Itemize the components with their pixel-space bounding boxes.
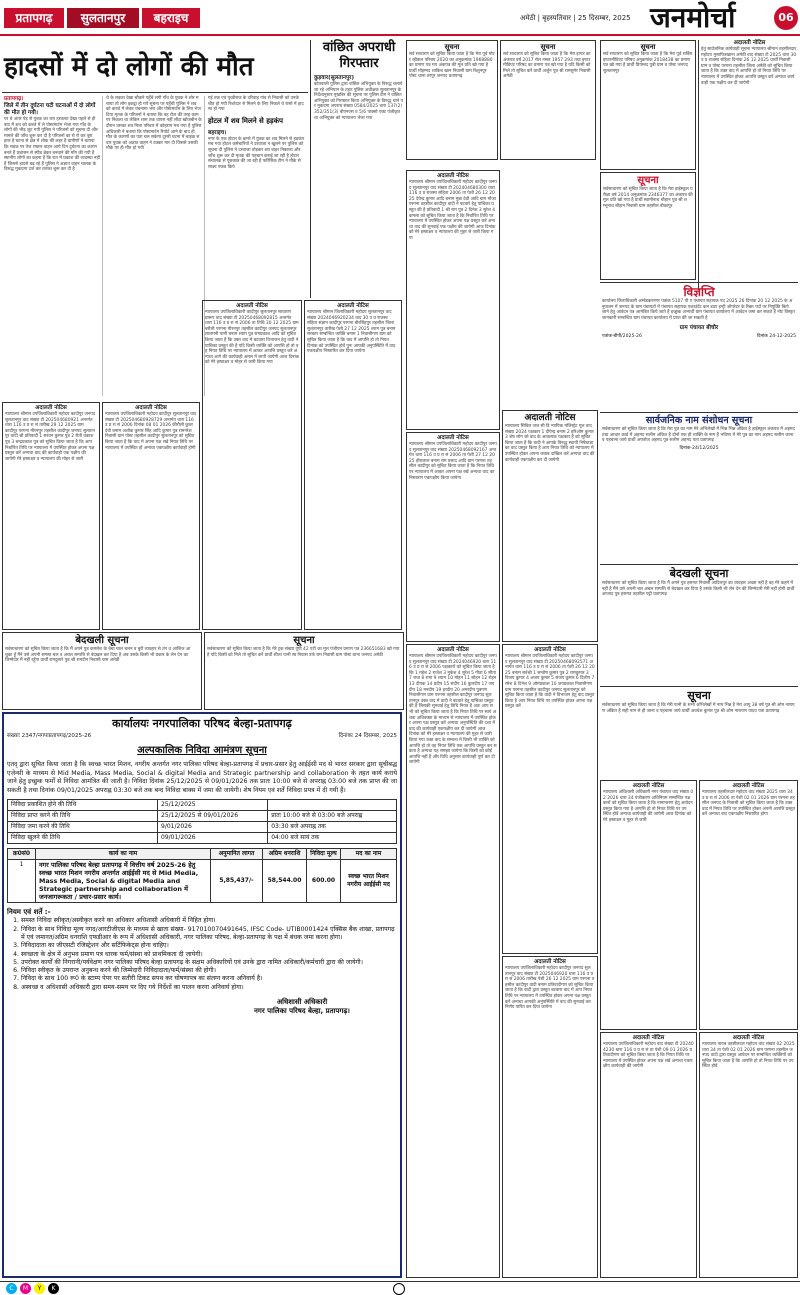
schedule-label: निविदा प्राप्त करने की तिथि <box>8 811 158 822</box>
lead-sub-body: नगर के एक होटल के कमरे में युवक का शव मिलने से हड़कंप मच गया होटल कर्मचारियों ने दरवाजा न खुलने पर पुलिस को सूचना दी पुलिस ने दरवाजा तोड़कर शव बाहर निकाला और जाँच शुरू कर दी मृतक की पहचान कराई जा रही है होटल संचालक से पूछताछ की जा रही है फॉरेंसिक टीम ने मौके से साक्ष्य एकत्र किये <box>208 136 305 170</box>
tender-term: 7. निविदा के साथ 100 रू0 के स्टाम्प पेपर पर सतीरी टिकट सपथ कर घोषणापत्र का संलग्न करना अनिवार्य है। <box>21 975 397 983</box>
schedule-row <box>8 833 397 844</box>
tender-title: अल्पकालिक निविदा आमंत्रण सूचना <box>137 745 267 756</box>
lead-intro: जिले में तीन दुर्घटना घटी घटनाओं में दो लोगों की मौत हो गयी। <box>4 103 96 116</box>
notice-suchna-b <box>500 40 596 160</box>
schedule-extra: प्रातः 10:00 बजे से 03:00 बजे अपराह्न <box>268 811 397 822</box>
schedule-label: निविदा प्रकाशित होने की तिथि <box>8 800 158 811</box>
patrank-row <box>602 334 796 340</box>
tender-term: 2. निविदा के साथ निविदा मूल्य नगद/आरटीजीएस के माध्यम से खाता संख्या- 917010070491645, IFSC Code- UTIB0001424 एक्सिस बैंक शाखा, प्रतापगढ़ में एवं जमानत/अग्रिम धनराशि एफडीआर के रूप में अधिशासी अधिकारी, नगर पालिका परिषद, बेल्हा-प्रतापगढ़ के पक्ष में बंधक जमा करना होगा। <box>21 926 397 943</box>
legal-notice-2: अदालती नोटिस न्यायालय उपजिलाधिकारी महोदय कादीपुर सुलतानपुर वाद संख्या टी 202504680928729 अन्तर्गत धारा 116 उ प्र रा सं 2006 दिनांक 08 01 2026 कीरौली कुवर देवी बनाम अशोक कुमार सिंह आदि कुमार पुत्र रामनरेश निवासी ग्राम पोस्ट तहसील कादीपुर सुलतानपुर को सूचित किया जाता है कि वाद में अपना पक्ष रखें नियत तिथि पर न्यायालय में उपस्थित हों अन्यथा एकपक्षीय कार्यवाही होगी <box>102 402 200 630</box>
tender-sankhya: 2347 <box>21 733 36 739</box>
table-row <box>8 860 397 903</box>
tab-sultanpur[interactable]: सुलतानपुर <box>67 8 139 28</box>
wanted-dateline: कुड़वार(सुलतानपुर) <box>314 75 355 81</box>
schedule-label: निविदा खुलने की तिथि <box>8 833 158 844</box>
schedule-value: 09/01/2026 <box>158 833 268 844</box>
tender-schedule-table <box>7 799 397 844</box>
legal-notice-8-title: अदालती नोटिस <box>534 647 566 653</box>
schedule-extra <box>268 800 397 811</box>
bedakhali-notice-a <box>2 632 202 710</box>
wanted-body: कोतवाली पुलिस द्वारा वांछित अभियुक्त के विरुद्ध चलाये जा रहे अभियान के तहत पुलिस अधीक्षक सुलतानपुर के निर्देशानुसार मुखबिर की सूचना पर पुलिस टीम ने वांछित अभियुक्त को गिरफ्तार किया अभियुक्त के विरुद्ध थाने पर मुकदमा अपराध संख्या 0584/2025 धारा 137(2) 352/351(3) बीएनएस व 5/6 पाक्सो एक्ट पंजीकृत था अभियुक्त को न्यायालय भेजा गया <box>314 82 403 121</box>
wanted-headline: वांछित अपराधी गिरफ्तार <box>322 40 396 71</box>
tender-term: 6. निविदा स्वीकृत के उपरान्त अनुबन्ध करने की जिम्मेदारी निविदादाता/फर्म/संस्था की होगी। <box>21 967 397 975</box>
lead-body-col1: पर थे अंतर पेड़ से युवक का जय हरवलत देखा पहले से ही बाद में शव को कब्जे में ले पोस्टमार्टम भेजा गया गाँव के लोगों की भीड़ जुट गयी पुलिस ने परिजनों को सूचना दी और मामले की जाँच शुरू कर दी है परिजनों का रो रो कर बुरा हाल है घटना से क्षेत्र में शोक की लहर है ग्रामीणों ने बताया कि सड़क पर तेज रफ्तार वाहन आये दिन दुर्घटना का कारण बनते हैं प्रशासन से स्पीड ब्रेकर बनवाने की माँग की गयी है स्थानीय लोगों का कहना है कि रात में प्रकाश की व्यवस्था नहीं है जिससे हादसे बढ़ रहे हैं पुलिस ने अज्ञात वाहन चालक के विरुद्ध मुकदमा दर्ज कर तलाश शुरू कर दी है <box>4 117 100 173</box>
row-fee: 600.00 <box>307 860 341 903</box>
bedakhali-a-body: सर्वसाधारण को सूचित किया जाता है कि मैं अपने पुत्र कमलेश के बेचा चाल चलन व बुरी व्यवहार से तंग व आजिज आ चुका हूँ मैंने उसे अपनी समस्त चल व अचल सम्पत्ति से बेदखल कर दिया है अब उसके किसी भी प्रकार के लेन देन का जिम्मेदार मैं नहीं रहूँगा प्रार्थी रामदुलारे पुत्र श्री रामदीन निवासी ग्राम अमेठी <box>5 647 191 664</box>
suchna-a-body: सर्व साधारण को सूचित किया जाता है कि मेरा पूर्व मोटर व्हीकल परिचय 2020 का अनुक्रमांक 1968880 का प्रमाण पत्र मय अंकपत्र की मूल प्रति खो गया है प्रार्थी मोहम्मद शाकिब खान निवासी ग्राम बिशुनपुर पोस्ट थाना तरपुर जनपद प्रतापगढ़ <box>409 52 495 80</box>
right-legal-grid <box>600 780 798 1278</box>
masthead-logo: जनमोर्चा <box>650 1 736 34</box>
tender-term: 4. स्वच्छता के क्षेत्र में अनुभव प्रमाण पत्र धारक फर्म/संस्था को प्राथमिकता दी जायेगी। <box>21 951 397 959</box>
name-change-date: दिनांक-24/12/2025 <box>679 445 719 451</box>
tender-terms-list <box>7 917 397 992</box>
gram-panchayat: ग्राम पंचायत बीचौर <box>679 325 719 332</box>
legal-notice-5: अदालती नोटिस न्यायालय श्रीमान उपजिलाधिकारी महोदय कादीपुर जनपद सुलतानपुर वाद संख्या टी 202404680300 धारा 116 उ प्र राजस्व संहिता 2006 ता पेशी 26 12 2025 देवेन्द्र कुमार आदि बनाम मुन्ना देवी आदि ग्राम मौजा परगना तहसील कादीपुर वादी ने बटवारे हेतु याचिका प्रस्तुत की है प्रतिवादी 1 श्री राम पुत्र 2 दिनेश 3 सुरेश 4 कमला को सूचित किया जाता है कि निर्धारित तिथि पर न्यायालय में उपस्थित होकर अपना पक्ष प्रस्तुत करें अन्यथा वाद की सुनवाई एक पक्षीय की जायेगी आज दिनांक को मेरे हस्ताक्षर व न्यायालय की मुहर से जारी किया गया <box>406 170 500 430</box>
legal-notice-2-title: अदालती नोटिस <box>135 405 167 411</box>
schedule-extra: 04:00 बजे सायं तक <box>268 833 397 844</box>
bedakhali-notice-b: बेदखली सूचना सर्वसाधारण को सूचित किया जाता है कि मैं अपने पुत्र हसमत निवासी आदिलपुर का व्यवहार अच्छा नहीं है वह मेरे कहने में नहीं है मैंने उसे अपनी चल अचल सम्पत्ति से बेदखल कर दिया है उसके किसी भी लेन देन की जिम्मेदारी मेरी नहीं होगी प्रार्थी आजाद पुत्र हसमत तहसील पट्टी प्रतापगढ़ <box>600 564 798 684</box>
tender-date-rest: दिसम्बर, 2025 <box>363 733 397 739</box>
legal-notice-4-title: अदालती नोटिस <box>337 303 369 309</box>
legal-notice-6: अदालती नोटिस न्यायालय श्रीमान उपजिलाधिकारी महोदय कादीपुर जनपद सुलतानपुर वाद संख्या 20250468092167 अन्तर्गत धारा 116 उ प्र रा सं 2006 ता पेशी 27 12 2025 हीरालाल बनाम राम प्रसाद आदि ग्राम परगना तहसील कादीपुर को सूचित किया जाता है कि नियत तिथि पर न्यायालय में आकर अपना पक्ष रखें अन्यथा वाद का निस्तारण एकपक्षीय किया जायेगा <box>406 432 500 642</box>
notice-suchna-c <box>600 40 696 170</box>
legal-notice-1: अदालती नोटिस न्यायालय श्रीमान उपजिलाधिकारी महोदय कादीपुर जनपद सुलतानपुर वाद संख्या टी 202504680921 अन्तर्गत धारा 116 उ प्र रा सं तारीख 29 12 2025 ग्राम कादीपुर परगना मीरनपुर तहसील कादीपुर जनपद सुलतानपुर वादी श्री प्रतिवादी 1 सरवन कुमार पुत्र 2 रीती प्रकाश पुत्र 3 चन्द्रप्रकाश पुत्र को सूचित किया जाता है कि आप निर्धारित तिथि पर न्यायालय में उपस्थित होकर अपना पक्ष प्रस्तुत करें अन्यथा वाद की कार्यवाही एक पक्षीय की जायेगी मेरे हस्ताक्षर व न्यायालय की मोहर से जारी <box>2 402 100 630</box>
tender-notice <box>2 712 402 1278</box>
legal-notice-12-title: अदालती नोटिस <box>632 1035 665 1041</box>
right-suchna-b-title: सूचना <box>687 689 711 702</box>
vigyapti-notice: विज्ञप्ति कार्यालय जिलाधिकारी अम्बेडकरनगर पत्रांक 5107 पी ए पंचायत सहायक पद 2025 26 दिनांक 20 12 2025 के अनुपालन में जनपद के ग्राम पंचायतों में पंचायत सहायक एकाउंटेंट कम डाटा इन्ट्री ऑपरेटर के रिक्त पदों पर नियुक्ति किये जाने हेतु आवेदन पत्र आमंत्रित किये जाते हैं इच्छुक अभ्यर्थी ग्राम पंचायत कार्यालय में आवेदन जमा कर सकते हैं नोट विस्तृत जानकारी सम्बन्धित ग्राम पंचायत कार्यालय में प्राप्त की जा सकती है ग्राम पंचायत बीचौर पत्रांक-बीपी/2025-26 दिनांक 24-12-2025 <box>600 282 798 410</box>
lead-body-col2: थे के लड़का देखा चौकने पहुँचे लगी गाँव के युवक ने शोर मचाया तो लोग इकट्ठा हो गये सूचना पर पहुँची पुलिस ने शव को कब्जे में लेकर पंचनामा भरा और पोस्टमार्टम के लिए भेज दिया मृतक के परिजनों ने बताया कि वह रोज की तरह काम पर निकला था लेकिन शाम तक वापस नहीं लौटा खोजबीन के दौरान उसका शव मिला परिवार में कोहराम मच गया है पुलिस अधिकारी ने बताया कि पोस्टमार्टम रिपोर्ट आने के बाद ही मौत के कारणों का पता चल सकेगा दूसरी घटना में बाइक सवार युवक को अज्ञात वाहन ने टक्कर मार दी जिससे उसकी मौके पर ही मौत हो गयी <box>106 96 202 152</box>
lead-subhead: होटल में शव मिलने से हड़कंप <box>208 116 284 125</box>
legal-notice-3-title: अदालती नोटिस <box>236 303 268 309</box>
schedule-row <box>8 822 397 833</box>
tender-sankhya-suffix: /नगपाप्रतापगढ़/2025-26 <box>35 733 92 739</box>
row-head: स्वच्छ भारत मिशन नगरीय आईईसी मद <box>341 860 397 903</box>
wanted-story <box>310 40 404 298</box>
legal-strip-body: हेतु सार्वजनिक कार्यवाही सूचना न्यायालय श्रीमान तहसीलदार महोदय मुसाफिरखाना अमेठी वाद संख्या टी 2025 धारा 30 उ प्र राजस्व संहिता दिनांक 26 12 2025 प्रार्थी निवासी ग्राम व पोस्ट परगना तहसील जिला अमेठी को सूचित किया जाता है कि उक्त वाद में आपत्ति हो तो नियत तिथि पर न्यायालय में उपस्थित होकर आपत्ति प्रस्तुत करें अन्यथा कार्यवाही एक पक्षीय कर दी जायेगी <box>701 47 797 86</box>
row-cost: 5,85,437/- <box>211 860 263 903</box>
tender-terms-heading: नियम एवं शर्ते :- <box>7 908 51 917</box>
legal-notices-left <box>2 303 402 630</box>
tender-office: कार्यालयः नगरपालिका परिषद बेल्हा-प्रतापगढ़ <box>112 717 292 730</box>
notice-suchna-d <box>204 632 404 710</box>
schedule-extra: 03:30 बजे अपराह्न तक <box>268 822 397 833</box>
schedule-value: 9/01/2026 <box>158 822 268 833</box>
cmyk-y-icon: Y <box>34 1283 45 1294</box>
name-change-notice: सार्वजनिक नाम संशोधन सूचना सर्वसाधारण को सूचित किया जाता है कि मेरा पुत्र का नाम मेरे अभिलेखों में भिन्न भिन्न अंकित है हाईस्कूल अंकपत्र में अहमद तथा आधार कार्ड में अहमद सलीम अंकित है दोनों एक ही व्यक्ति के नाम हैं भविष्य में मेरे पुत्र का नाम अहमद सलीम जाना व पहचाना जाये प्रार्थी अफरोज अहमद पुत्र सलीम अहमद पता प्रतापगढ़ दिनांक-24/12/2025 <box>600 412 798 562</box>
col-head: मद का नाम <box>341 849 397 860</box>
court-notice: अदालती नोटिस न्यायालय सिविल जज सी डि न्यायिक मजिस्ट्रेट मूल वाद संख्या 2024 पक्षकार 1 दीपेन्द्र बनाम 2 हरिओम कुमार 3 शेष लोग जो वाद के आवश्यक पक्षकार हैं को सूचित किया जाता है कि वादी ने आपके विरुद्ध स्थायी निषेधाज्ञा का वाद प्रस्तुत किया है आप नियत तिथि को न्यायालय में उपस्थित होकर अपना जवाब दाखिल करें अन्यथा वाद की कार्यवाही एकपक्षीय कर दी जायेगी <box>502 410 598 642</box>
legal-notice-strip <box>698 40 798 290</box>
schedule-value: 25/12/2025 से 09/01/2026 <box>158 811 268 822</box>
tab-pratapgarh[interactable]: प्रतापगढ़ <box>4 8 64 28</box>
col-work: कार्य का नाम <box>36 849 211 860</box>
lead-headline: हादसों में दो लोगों की मौत <box>4 52 254 82</box>
tender-date-day: 24 <box>354 733 362 739</box>
legal-notice-8: अदालती नोटिस न्यायालय श्रीमान उपजिलाधिकारी महोदय कादीपुर जनपद सुलतानपुर वाद संख्या टी 20250468092571 अन्तर्गत धारा 116 उ प्र रा सं 2006 ता पेशी 26 12 2025 बनाम सर्वश्री 1 सन्तोष कुमार पुत्र 2 रामकुमार 3 विजय कुमार 4 अजय कुमार 5 संजय कुमार 6 दिलीप 7 रमेश 8 दिनेश 9 ओमप्रकाश 10 जयप्रकाश निवासीगण ग्राम परगना तहसील कादीपुर जनपद सुलतानपुर को सूचित किया जाता है कि वादी ने विभाजन हेतु वाद प्रस्तुत किया है आप नियत तिथि पर उपस्थित होकर अपना पक्ष प्रस्तुत करें <box>502 644 598 954</box>
tender-date-label: दिनांकः <box>338 733 354 739</box>
col-cost: अनुमानित लागत <box>211 849 263 860</box>
tender-body: एतद् द्वारा सूचित किया जाता है कि स्वच्छ भारत मिशन, नगरीय अन्तर्गत नगर पालिका परिषद बेल्हा-प्रतापगढ़ में प्रचार-प्रसार हेतु आईईसी मद से भारत सरकार द्वारा सूचीबद्ध एजेन्सी के माध्यम से Mid Media, Mass Media, Social & digital Media and Strategic partnership and collaboration के तहत कार्य कराये जाने हेतु इच्छुक फर्मों से निविदा आमंत्रित की जाती है। निविदा दिनांक 25/12/2025 से 09/01/2026 तक प्रातः 10:00 बजे से अपराह्न 03:00 बजे तक प्राप्त की जा सकती है तथा दिनांक 09/01/2025 अपराह्न 03:30 बजे तक बन्द निविदा बाक्स में जमा की जायेगी। शेष नियम एवं शर्तें निविदा प्रपत्र में दी गयी हैं। <box>7 761 397 794</box>
legal-notice-1-title: अदालती नोटिस <box>35 405 67 411</box>
legal-notice-9-title: अदालती नोटिस <box>534 959 566 965</box>
schedule-row <box>8 811 397 822</box>
legal-notice-11: अदालती नोटिस न्यायालय तहसीलदार महोदय वाद संख्या 2025 धारा 34 उ प्र रा सं 2006 ता पेशी 02 01 2026 ग्राम परगना तहसील जनपद के निवासी को सूचित किया जाता है कि उक्त वाद में नियत तिथि पर उपस्थित होकर अपनी आपत्ति प्रस्तुत करें अन्यथा वाद एकपक्षीय निस्तारित होगा <box>699 780 798 1030</box>
patrank-date: दिनांक 24-12-2025 <box>756 334 796 340</box>
name-change-title: सार्वजनिक नाम संशोधन सूचना <box>645 415 753 426</box>
schedule-label: निविदा जमा करने की तिथि <box>8 822 158 833</box>
suchna-c-body: सर्व साधारण को सूचित किया जाता है कि मेरा पूर्व सर्विस इण्टरमीडिएट परिषद अनुक्रमांक 2018438 का प्रमाण पत्र खो गया है प्रार्थी प्रियम्बद पुत्री ग्राम व पोस्ट जनपद सुलतानपुर <box>603 52 693 74</box>
legal-notice-7-title: अदालती नोटिस <box>437 647 469 653</box>
notice-suchna-a <box>406 40 498 160</box>
suchna-d-title: सूचना <box>293 635 315 646</box>
right-suchna-b: सूचना सर्वसाधारण को सूचित किया जाता है कि मेरी पत्नी के सभी अभिलेखों में नाम भिन्न है मेरा आयु 38 वर्ष पुत्र श्री ओम नारायण अंकित है सही नाम से ही जाना व पहचाना जाये प्रार्थी अवधेश कुमार पुत्र श्री ओम नारायण यादव पता प्रतापगढ़ <box>600 686 798 778</box>
legal-notice-13-title: अदालती नोटिस <box>732 1035 765 1041</box>
legal-label-a: अदालती नोटिस <box>733 40 766 46</box>
schedule-value: 25/12/2025 <box>158 800 268 811</box>
middle-legal-column <box>406 170 598 1278</box>
legal-notice-7: अदालती नोटिस न्यायालय श्रीमान उपजिलाधिकारी महोदय कादीपुर जनपद सुलतानपुर वाद संख्या टी 2024046920 धारा 116 उ प्र रा सं 2006 पक्षकारों को सूचित किया जाता है कि 1 महेश 2 राजेश 3 मुकेश 4 सुरेश 5 गीता 6 सीता 7 राधा 8 रामा 9 श्याम 10 मोहन 11 सोहन 12 रोहन 13 दीपक 14 प्रदीप 15 संदीप 16 कुलदीप 17 जयदीप 18 मनदीप 19 हरदीप 20 अमरदीप पुत्रगण निवासीगण ग्राम परगना तहसील कादीपुर जनपद सुलतानपुर उक्त वाद में वादी ने बटवारे हेतु याचिका प्रस्तुत की है जिसकी सुनवाई हेतु तिथि नियत है अतः आप सभी को सूचित किया जाता है कि नियत तिथि पर स्वयं अथवा अधिवक्ता के माध्यम से न्यायालय में उपस्थित होकर अपना पक्ष प्रस्तुत करें अन्यथा अनुपस्थिति की दशा में वाद की कार्यवाही एकपक्षीय कर दी जायेगी आज दिनांक को मेरे हस्ताक्षर व न्यायालय की मुहर से जारी किया गया उक्त वाद के सम्बन्ध में किसी भी व्यक्ति को आपत्ति हो तो वह नियत तिथि तक आपत्ति प्रस्तुत कर सकता है अन्यथा यह समझा जायेगा कि किसी को कोई आपत्ति नहीं है और विधि अनुसार कार्यवाही पूर्ण कर दी जायेगी <box>406 644 500 1278</box>
court-notice-title: अदालती नोटिस <box>524 413 576 423</box>
right-suchna-title: सूचना <box>637 175 659 186</box>
tender-sankhya-label: संख्याः <box>7 733 20 739</box>
suchna-b-body: सर्व साधारण को सूचित किया जाता है कि मेरा इण्टर का अंकपत्र वर्ष 2017 रोल नम्बर 1957 293 तथा इण्टरमीडिएट परिषद का प्रमाण पत्र खो गया है यदि किसी को मिले तो सूचित करें प्रार्थी अर्जुन पुत्र श्री रामसुमेर निवासी अमेठी <box>503 52 591 80</box>
bedakhali-b-title: बेदखली सूचना <box>669 567 729 580</box>
legal-notice-6-title: अदालती नोटिस <box>437 435 469 441</box>
legal-notice-10: अदालती नोटिस न्यायालय अधिशासी अधिकारी नगर पंचायत वाद संख्या 02 2026 धारा 34 पंजीकरण अधिनियम सम्बन्धित पक्षकारों को सूचित किया जाता है कि नामान्तरण हेतु आवेदन प्रस्तुत किया गया है आपत्ति हो तो नियत तिथि पर उपस्थित होवें अन्यथा कार्यवाही की जायेगी आज दिनांक को मेरे हस्ताक्षर व मुहर से जारी <box>600 780 697 1030</box>
page-number: 06 <box>774 6 798 30</box>
legal-notice-12: अदालती नोटिस न्यायालय उपजिलाधिकारी महोदय वाद संख्या टी 202404230 धारा 116 उ प्र रा सं ता पेशी 09 01 2026 प्रतिवादीगण को सूचित किया जाता है कि नियत तिथि पर न्यायालय में उपस्थित होकर अपना पक्ष रखें अन्यथा एकपक्षीय कार्यवाही की जायेगी <box>600 1032 697 1278</box>
tab-bahraich[interactable]: बहराइच <box>142 8 200 28</box>
legal-notice-9: अदालती नोटिस न्यायालय उपजिलाधिकारी महोदय कादीपुर जनपद सुलतानपुर वाद संख्या टी 2025046920 धारा 116 उ प्र रा सं 2006 तारीख पेशी 26 12 2025 ग्राम परगना तहसील कादीपुर वादी बनाम प्रतिवादीगण को सूचित किया जाता है कि वादी द्वारा प्रस्तुत बटवारा वाद में आप नियत तिथि पर न्यायालय में उपस्थित होकर अपना पक्ष प्रस्तुत करें अन्यथा आपकी अनुपस्थिति में वाद की सुनवाई कर निर्णय पारित कर दिया जायेगा <box>502 956 598 1278</box>
footer-strip <box>0 1281 800 1295</box>
legal-notice-4: अदालती नोटिस न्यायालय श्रीमान जिलाधिकारी महोदय सुलतानपुर वाद संख्या 2024046920234 वाद 30 उ प्र राजस्व संहिता संज्ञान कादीपुर परगना बीरसिंहपुर तहसील जिला सुलतानपुर तारीख पेशी 27 12 2025 श्याम पुत्र बनाम सरकार सम्बन्धित व्यक्ति बनाम 1 निवासीगण ग्राम को सूचित किया जाता है कि वाद में आपत्ति हो तो नियत दिनांक को उपस्थित होवें पुनः आपकी अनुपस्थिति में वाद एकपक्षीय निस्तारित कर दिया जायेगा <box>304 300 402 630</box>
suchna-d-body: सर्वसाधारण को सूचित किया जाता है कि मेरे ट्रक संख्या यूपी 42 एटी का मूल पंजीयन प्रमाण पत्र 236651683 खो गया है यदि किसी को मिले तो सूचित करें प्रार्थी शीला पत्नी स्व निवास उर्फ राम निवासी ग्राम पोस्ट थाना जनपद अमेठी <box>207 647 400 658</box>
col-fee: निविदा मूल्य <box>307 849 341 860</box>
row-advance: 58,544.00 <box>263 860 307 903</box>
cmyk-m-icon: M <box>20 1283 31 1294</box>
col-advance: अग्रिम धनराशि <box>263 849 307 860</box>
legal-notice-13: अदालती नोटिस न्यायालय नायब तहसीलदार महोदय वाद संख्या 02 2025 धारा 34 ता पेशी 02 01 2026 ग्राम परगना तहसील जनपद वादी द्वारा प्रस्तुत आवेदन पर सम्बन्धित व्यक्तियों को सूचित किया जाता है कि आपत्ति हो तो नियत तिथि पर उपस्थित होवें <box>699 1032 798 1278</box>
suchna-c-title: सूचना <box>640 43 656 51</box>
legal-notice-11-title: अदालती नोटिस <box>732 783 765 789</box>
legal-notice-10-title: अदालती नोटिस <box>632 783 665 789</box>
lead-body-col3: गई तक एवं पृथ्वीराज के दरिवाह गांव से निवासी को उनके चीत हो गयी रिश्तेदार से मिलने के लिए निकले थे रास्ते में हादसा हो गया <box>208 96 304 113</box>
row-work: नगर पालिका परिषद बेल्हा प्रतापगढ़ में वित्तीय वर्ष 2025-26 हेतु स्वच्छ भारत मिशन नगरीय अन्तर्गत आईईसी मद से Mid Media, Mass Media, Social & digital Media and Strategic partnership and collaboration में जनजागरूकता / प्रचार-प्रसार कार्य। <box>36 860 211 903</box>
vigyapti-title: विज्ञप्ति <box>683 285 715 299</box>
dateline: अमेठी | बृहस्पतिवार | 25 दिसम्बर, 2025 <box>520 14 631 22</box>
tender-signature-office: नगर पालिका परिषद बेल्हा, प्रतापगढ़। <box>254 1007 350 1016</box>
suchna-b-title: सूचना <box>540 43 556 51</box>
tender-term: 5. उपरोक्त कार्यों की निगरानी/पर्यवेक्षण नगर पालिका परिषद बेल्हा प्रतापगढ़ के सक्षम अधिकारियों एवं उनके द्वारा नामित अधिकारी/कर्मचारी द्वारा की जायेगी। <box>21 959 397 967</box>
registration-mark-icon <box>393 1283 405 1295</box>
tender-term: 8. अस्वच्छ व अधिशासी अधिकारी द्वारा समय-समय पर दिए गये निर्देशों का पालन करना अनिवार्य होगा। <box>21 984 397 992</box>
row-sn: 1 <box>8 860 36 903</box>
suchna-a-title: सूचना <box>444 43 460 51</box>
lead-dateline: प्रतापगढ़। <box>4 96 24 102</box>
tender-term: 3. निविदादाता का जीएसटी रजिस्ट्रेशन और सर्टिफिकेट्स होना चाहिए। <box>21 942 397 950</box>
col-sn: क्र0सं0 <box>8 849 36 860</box>
patrank: पत्रांक-बीपी/2025-26 <box>602 334 642 340</box>
legal-notice-3: अदालती नोटिस न्यायालय उपजिलाधिकारी कादीपुर सुलतानपुर साधारण प्रारूप वाद संख्या टी 20250468092815 अन्तर्गत धारा 116 उ प्र रा सं 2006 ता तिथि 30 12 2025 ग्राम बरौली परगना मीरनपुर तहसील कादीपुर जनपद सुलतानपुर लालमनी पत्नी बनाम श्याम पुत्र रामप्रकाश आदि को सूचित किया जाता है कि उक्त वाद में बटवारा विभाजन हेतु वादी ने याचिका प्रस्तुत की है यदि किसी व्यक्ति को आपत्ति हो तो वह नियत तिथि पर न्यायालय में आकर आपत्ति प्रस्तुत करे अन्यथा आगे की कार्यवाही अमल में लायी जायेगी आज दिनांक को मेरे हस्ताक्षर व मोहर से जारी किया गया <box>202 300 302 630</box>
masthead <box>0 0 800 36</box>
tender-work-table <box>7 848 397 903</box>
legal-notice-5-title: अदालती नोटिस <box>437 173 469 179</box>
cmyk-registration <box>6 1283 86 1295</box>
bedakhali-a-title: बेदखली सूचना <box>75 635 129 646</box>
cmyk-c-icon: C <box>6 1283 17 1294</box>
schedule-row <box>8 800 397 811</box>
tender-signature-title: अधिशासी अधिकारी <box>276 998 328 1007</box>
tender-ref-row <box>7 733 397 740</box>
cmyk-k-icon: K <box>48 1283 59 1294</box>
right-suchna-notice: सूचना सर्वसाधारण को सूचित किया जाता है कि मेरा हाईस्कूल परीक्षा वर्ष 2014 अनुक्रमांक 2346377 का अंकपत्र की मूल प्रति खो गया है प्रार्थी स्वामीनाथ चौहान पुत्र श्री शम्भूनाथ चौहान निवासी ग्राम तहसील बीकापुर <box>600 172 696 280</box>
tender-term: 1. समस्त निविदा स्वीकृत/अस्वीकृत करने का अधिकार अधिशासी अधिकारी में निहित होगा। <box>21 917 397 925</box>
lead-sub-dateline: बहराइच। <box>208 129 227 136</box>
